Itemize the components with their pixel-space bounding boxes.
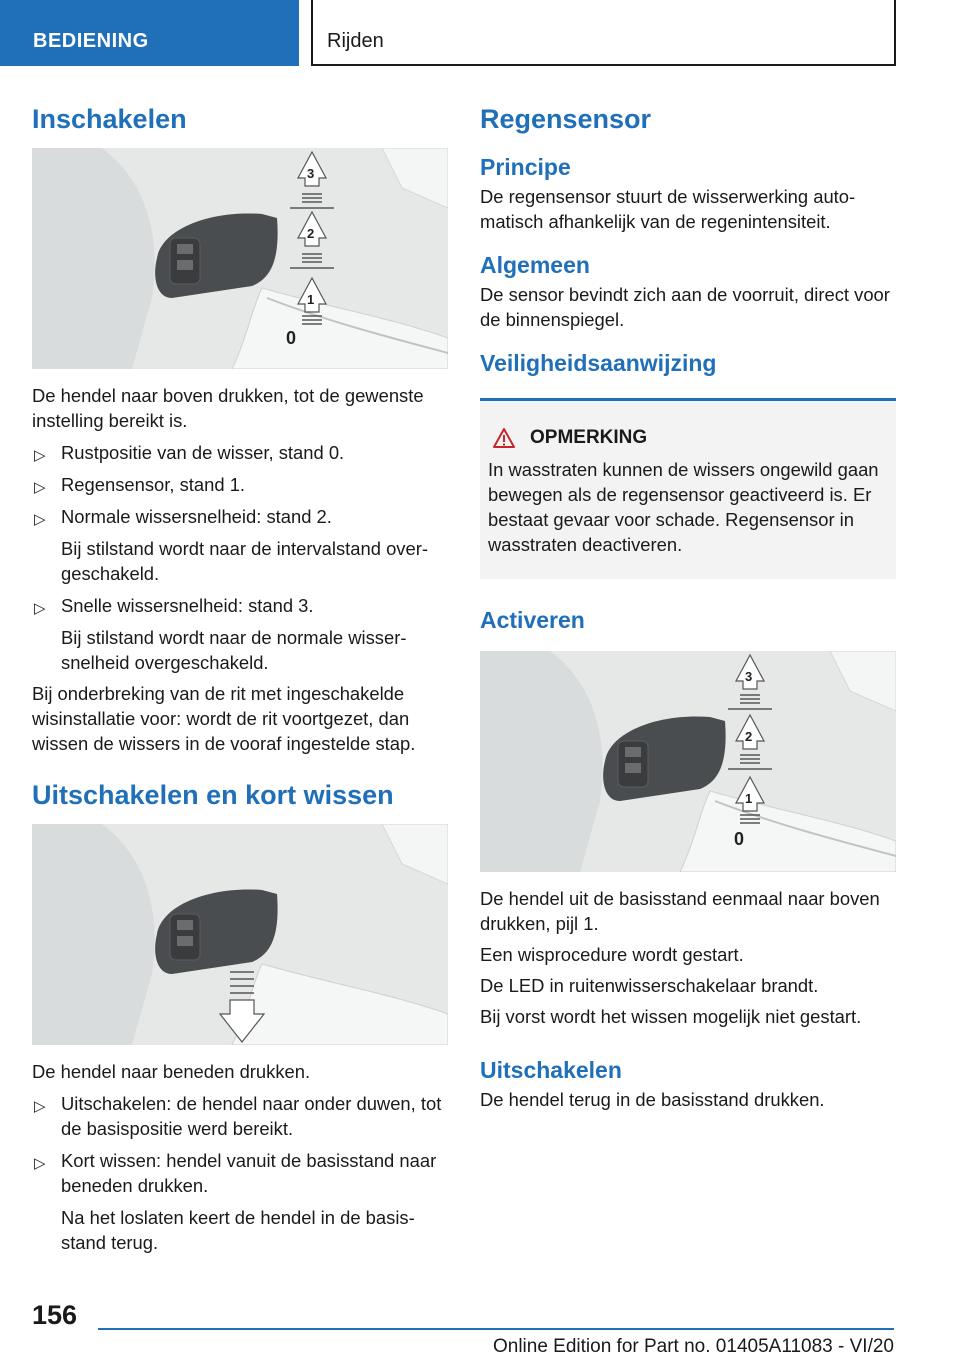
figure-lever-down (32, 824, 448, 1045)
paragraph: De hendel terug in de basisstand drukken. (480, 1089, 825, 1110)
left-column (32, 98, 448, 1255)
section-label: BEDIENING (33, 30, 149, 52)
right-column (480, 98, 896, 1112)
figure-lever-activate (480, 651, 896, 872)
bullet-triangle-icon: ▷ (34, 479, 46, 496)
list-item-text: Uitschakelen: de hendel naar onder duwen, tot de basispositie werd bereikt. (61, 1093, 442, 1139)
heading-veiligheidsaanwijzing: Veiligheidsaanwijzing (480, 350, 717, 376)
list-item (32, 1091, 448, 1141)
note-text: In wasstraten kunnen de wissers ongewild gaan bewegen als de regensensor geactiveerd is. Er bestaat gevaar voor schade. Regensensor in wasstraten deactiveren. (488, 459, 879, 555)
heading-uitschakelen-kort-wissen: Uitschakelen en kort wissen (32, 780, 394, 810)
figure-lever-up (32, 148, 448, 369)
bullet-list-off (32, 1091, 448, 1255)
heading-regensensor: Regensensor (480, 104, 652, 134)
paragraph: De hendel uit de basisstand eenmaal naar boven drukken, pijl 1. (480, 888, 880, 934)
list-item-subtext: Bij stilstand wordt naar de normale wissersnelheid overgeschakeld. (61, 627, 407, 673)
list-item (32, 440, 448, 465)
fig-label-1: 1 (745, 791, 753, 806)
lever-down-illustration (32, 824, 448, 1045)
list-item (32, 593, 448, 675)
bullet-triangle-icon: ▷ (34, 600, 46, 617)
paragraph: Een wisprocedure wordt gestart. (480, 944, 744, 965)
heading-activeren: Activeren (480, 607, 585, 633)
bullet-triangle-icon: ▷ (34, 511, 46, 528)
fig-label-2: 2 (745, 729, 753, 744)
footer-rule (98, 1328, 894, 1330)
heading-uitschakelen: Uitschakelen (480, 1057, 622, 1083)
heading-algemeen: Algemeen (480, 252, 590, 278)
paragraph: De hendel naar boven drukken, tot de gewenste instelling bereikt is. (32, 385, 424, 431)
paragraph: Bij onderbreking van de rit met ingeschakelde wisinstallatie voor: wordt de rit voortgezet, dan wissen de wissers in de vooraf ingestelde stap. (32, 683, 416, 754)
list-item-text: Kort wissen: hendel vanuit de basisstand naar beneden drukken. (61, 1150, 437, 1196)
note-title-text: OPMERKING (530, 427, 648, 448)
paragraph: De hendel naar beneden drukken. (32, 1061, 311, 1082)
bullet-triangle-icon: ▷ (34, 447, 46, 464)
paragraph: De LED in ruitenwisserschakelaar brandt. (480, 975, 819, 996)
fig-label-3: 3 (307, 166, 315, 181)
warning-triangle-icon (492, 427, 516, 449)
fig-label-1: 1 (307, 292, 315, 307)
list-item-subtext: Bij stilstand wordt naar de intervalstand overgeschakeld. (61, 538, 428, 584)
heading-inschakelen: Inschakelen (32, 104, 187, 134)
list-item-text: Rustpositie van de wisser, stand 0. (61, 442, 345, 463)
bullet-triangle-icon: ▷ (34, 1155, 46, 1172)
bullet-list-positions (32, 440, 448, 675)
heading-principe: Principe (480, 154, 571, 180)
list-item (32, 504, 448, 586)
page-number: 156 (32, 1300, 78, 1330)
list-item (32, 1148, 448, 1255)
paragraph: Bij vorst wordt het wissen mogelijk niet gestart. (480, 1006, 862, 1027)
page-header (0, 0, 960, 66)
paragraph: De regensensor stuurt de wisserwerking automatisch afhankelijk van de regenintensiteit. (480, 186, 856, 232)
fig-label-3: 3 (745, 669, 753, 684)
list-item-text: Regensensor, stand 1. (61, 474, 246, 495)
footer-edition: Online Edition for Part no. 01405A11083 - VI/20 (492, 1336, 894, 1357)
chapter-tab (311, 0, 896, 66)
fig-label-2: 2 (307, 226, 315, 241)
list-item (32, 472, 448, 497)
list-item-text: Snelle wissersnelheid: stand 3. (61, 595, 314, 616)
note-title (488, 427, 888, 449)
bullet-triangle-icon: ▷ (34, 1098, 46, 1115)
lever-up-illustration (32, 148, 448, 369)
list-item-subtext: Na het loslaten keert de hendel in de basisstand terug. (61, 1207, 415, 1253)
paragraph: De sensor bevindt zich aan de voorruit, direct voor de binnenspiegel. (480, 284, 890, 330)
list-item-text: Normale wissersnelheid: stand 2. (61, 506, 332, 527)
lever-activate-illustration (480, 651, 896, 872)
section-tab (0, 0, 299, 66)
fig-label-0: 0 (286, 328, 297, 348)
fig-label-0: 0 (734, 829, 745, 849)
chapter-label: Rijden (327, 30, 384, 52)
warning-note (480, 401, 896, 579)
